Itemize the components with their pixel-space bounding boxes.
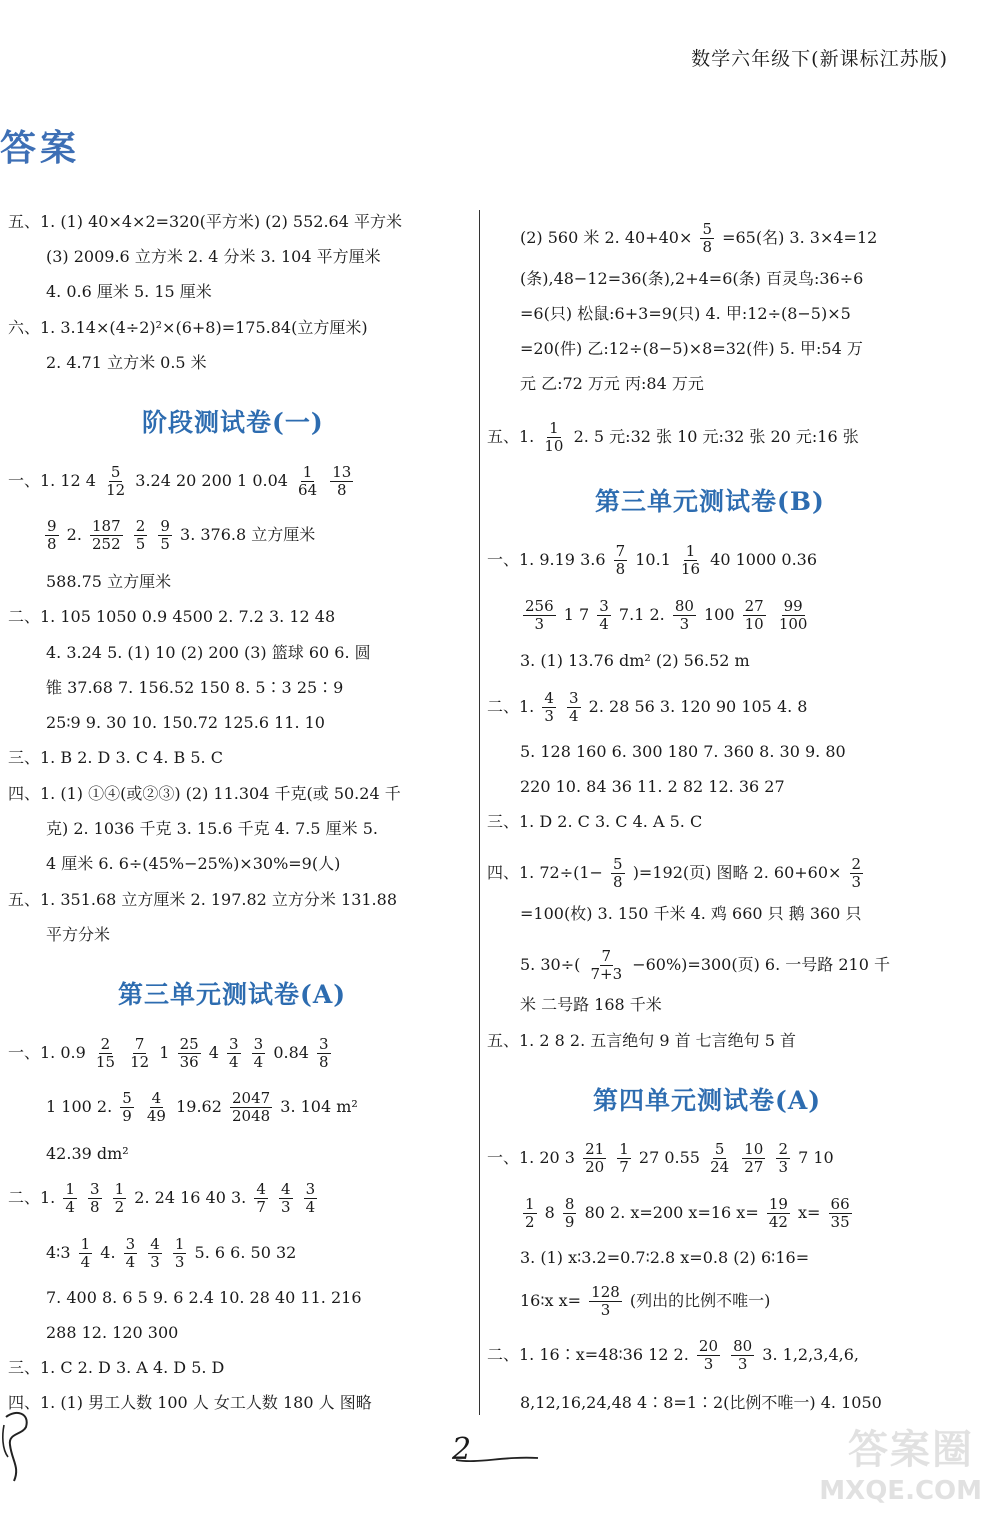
answer-line: 5. 30÷( $\frac{7}{7+3}$ −60%)=300(页) 6. 一号路 210 千 (520, 947, 890, 983)
fraction: $\frac{9}{8}$ (47, 517, 57, 553)
answer-line: 220 10. 84 36 11. 2 82 12. 36 27 (520, 777, 785, 796)
answer-line: 平方分米 (46, 925, 111, 944)
fraction: $\frac{1}{3}$ (174, 1235, 185, 1271)
section-title-stage-test-1: 阶段测试卷(一) (142, 408, 324, 437)
answer-line: 4. 0.6 厘米 5. 15 厘米 (46, 282, 212, 301)
fraction: $\frac{20}{3}$ (698, 1337, 719, 1373)
answer-line: 二、1. 16∶x=48∶36 12 2. $\frac{20}{3}$ $\frac{80}{3}$ 3. 1,2,3,4,6, (487, 1337, 859, 1373)
fraction: $\frac{5}{9}$ (122, 1089, 132, 1125)
fraction: $\frac{2}{3}$ (778, 1140, 788, 1176)
answer-line: 7. 400 8. 6 5 9. 6 2.4 10. 28 40 11. 216 (46, 1288, 362, 1307)
fraction: $\frac{3}{4}$ (125, 1235, 136, 1271)
fraction: $\frac{27}{10}$ (744, 597, 764, 633)
answer-line: 288 12. 120 300 (46, 1323, 179, 1342)
fraction: $\frac{7}{7+3}$ (590, 947, 623, 983)
answer-line: 米 二号路 168 千米 (520, 995, 662, 1014)
answer-line: 五、1. 2 8 2. 五言绝句 9 首 七言绝句 5 首 (487, 1031, 797, 1050)
fraction: $\frac{66}{35}$ (830, 1195, 850, 1231)
fraction: $\frac{3}{4}$ (305, 1180, 316, 1216)
fraction: $\frac{1}{2}$ (525, 1195, 535, 1231)
answer-line: 二、1. $\frac{1}{4}$ $\frac{3}{8}$ $\frac{1}{2}$ 2. 24 16 40 3. $\frac{4}{7}$ $\frac{4}{3}$ $\frac{3}{4}$ (8, 1180, 316, 1216)
answer-line: 3. (1) x∶3.2=0.7∶2.8 x=0.8 (2) 6∶16= (520, 1248, 810, 1267)
answer-line: 2. 4.71 立方米 0.5 米 (46, 353, 207, 372)
fraction: $\frac{5}{12}$ (106, 463, 126, 499)
watermark-top-text: 答案圈 (848, 1427, 974, 1473)
answer-line: 克) 2. 1036 千克 3. 15.6 千克 4. 7.5 厘米 5. (46, 819, 378, 838)
fraction: $\frac{4}{3}$ (280, 1180, 291, 1216)
answer-line: =6(只) 松鼠:6+3=9(只) 4. 甲:12÷(8−5)×5 (520, 304, 851, 323)
fraction: $\frac{5}{24}$ (710, 1140, 730, 1176)
fraction: $\frac{1}{10}$ (544, 419, 564, 455)
watermark-bottom-text: MXQE.COM (819, 1476, 982, 1506)
fraction: $\frac{19}{42}$ (768, 1195, 788, 1231)
answer-line: =20(件) 乙:12÷(8−5)×8=32(件) 5. 甲:54 万 (520, 339, 863, 358)
fraction: $\frac{5}{8}$ (702, 220, 712, 256)
answer-line: 25∶9 9. 30 10. 150.72 125.6 11. 10 (46, 713, 325, 732)
answer-line: 四、1. (1) 男工人数 100 人 女工人数 180 人 图略 (8, 1393, 372, 1412)
fraction: $\frac{2}{3}$ (851, 855, 862, 891)
answer-line: 元 乙:72 万元 丙:84 万元 (520, 374, 704, 393)
fraction: $\frac{7}{12}$ (130, 1035, 150, 1071)
fraction: $\frac{1}{64}$ (298, 463, 318, 499)
answer-line: 一、1. 0.9 $\frac{2}{15}$ $\frac{7}{12}$ 1 $\frac{25}{36}$ 4 $\frac{3}{4}$ $\frac{3}{4}$ 0.84 $\frac{3}{8}$ (8, 1035, 329, 1071)
fraction: $\frac{3}{4}$ (229, 1035, 239, 1071)
fraction: $\frac{5}{8}$ (613, 855, 623, 891)
fraction: $\frac{9}{5}$ (160, 517, 170, 553)
answer-line: (3) 2009.6 立方米 2. 4 分米 3. 104 平方厘米 (46, 247, 381, 266)
answer-line: 六、1. 3.14×(4÷2)²×(6+8)=175.84(立方厘米) (8, 318, 368, 337)
fraction: $\frac{3}{4}$ (569, 689, 579, 725)
answer-line: 五、1. $\frac{1}{10}$ 2. 5 元:32 张 10 元:32 张 20 元:16 张 (487, 419, 859, 455)
answer-line: 16∶x x= $\frac{128}{3}$ (列出的比例不唯一) (520, 1283, 771, 1319)
answer-line: $\frac{256}{3}$ 1 7 $\frac{3}{4}$ 7.1 2. $\frac{80}{3}$ 100 $\frac{27}{10}$ $\frac{99}{100}$ (525, 597, 808, 633)
column-divider (479, 210, 480, 1415)
fraction: $\frac{1}{2}$ (114, 1180, 125, 1216)
answer-line: 四、1. (1) ①④(或②③) (2) 11.304 千克(或 50.24 千 (8, 784, 401, 803)
fraction: $\frac{7}{8}$ (615, 542, 626, 578)
fraction: $\frac{1}{16}$ (680, 542, 701, 578)
fraction: $\frac{1}{4}$ (65, 1180, 75, 1216)
apple-logo-icon (0, 1405, 40, 1485)
answer-line: 五、1. (1) 40×4×2=320(平方米) (2) 552.64 平方米 (8, 212, 402, 231)
page-number-underline (448, 1438, 540, 1468)
section-title-unit3-b: 第三单元测试卷(B) (595, 487, 825, 516)
fraction: $\frac{1}{4}$ (80, 1235, 91, 1271)
fraction: $\frac{3}{8}$ (90, 1180, 100, 1216)
watermark-logo (807, 1418, 982, 1513)
fraction: $\frac{3}{4}$ (599, 597, 609, 633)
fraction: $\frac{99}{100}$ (778, 597, 808, 633)
answer-line: 4. 3.24 5. (1) 10 (2) 200 (3) 篮球 60 6. 圆 (46, 643, 371, 662)
fraction: $\frac{187}{252}$ (92, 517, 121, 553)
fraction: $\frac{128}{3}$ (591, 1283, 620, 1319)
fraction: $\frac{25}{36}$ (179, 1035, 199, 1071)
fraction: $\frac{3}{8}$ (319, 1035, 329, 1071)
fraction: $\frac{8}{9}$ (564, 1195, 575, 1231)
answer-line: 1 100 2. $\frac{5}{9}$ $\frac{4}{49}$ 19.62 $\frac{2047}{2048}$ 3. 104 m² (46, 1089, 358, 1125)
fraction: $\frac{21}{20}$ (585, 1140, 605, 1176)
answer-line: 42.39 dm² (46, 1144, 129, 1163)
answer-line: 4∶3 $\frac{1}{4}$ 4. $\frac{3}{4}$ $\frac{4}{3}$ $\frac{1}{3}$ 5. 6 6. 50 32 (46, 1235, 297, 1271)
book-title: 数学六年级下(新课标江苏版) (691, 48, 948, 70)
fraction: $\frac{2}{5}$ (135, 517, 146, 553)
answer-line: (2) 560 米 2. 40+40× $\frac{5}{8}$ =65(名) 3. 3×4=12 (520, 220, 878, 256)
answer-line: 三、1. B 2. D 3. C 4. B 5. C (8, 748, 223, 767)
fraction: $\frac{256}{3}$ (525, 597, 554, 633)
section-title-unit3-a: 第三单元测试卷(A) (118, 980, 347, 1009)
fraction: $\frac{10}{27}$ (744, 1140, 764, 1176)
answer-line: 4 厘米 6. 6÷(45%−25%)×30%=9(人) (46, 854, 341, 873)
answer-line: 二、1. 105 1050 0.9 4500 2. 7.2 3. 12 48 (8, 607, 336, 626)
answer-line: 三、1. C 2. D 3. A 4. D 5. D (8, 1358, 225, 1377)
answer-line: 四、1. 72÷(1− $\frac{5}{8}$ )=192(页) 图略 2. 60+60× $\frac{2}{3}$ (487, 855, 862, 891)
fraction: $\frac{13}{8}$ (332, 463, 352, 499)
fraction: $\frac{3}{4}$ (253, 1035, 264, 1071)
answer-line: 8,12,16,24,48 4∶8=1∶2(比例不唯一) 4. 1050 (520, 1393, 882, 1412)
fraction: $\frac{4}{49}$ (146, 1089, 166, 1125)
page-title: 答案 (0, 127, 81, 169)
fraction: $\frac{2047}{2048}$ (231, 1089, 271, 1125)
answer-line: $\frac{9}{8}$ 2. $\frac{187}{252}$ $\frac{2}{5}$ $\frac{9}{5}$ 3. 376.8 立方厘米 (47, 517, 316, 553)
fraction: $\frac{80}{3}$ (674, 597, 694, 633)
fraction: $\frac{80}{3}$ (733, 1337, 753, 1373)
answer-line: 5. 128 160 6. 300 180 7. 360 8. 30 9. 80 (520, 742, 846, 761)
answer-line: 一、1. 9.19 3.6 $\frac{7}{8}$ 10.1 $\frac{1}{16}$ 40 1000 0.36 (487, 542, 818, 578)
page-number: 2 (448, 1438, 540, 1468)
answer-line: 锥 37.68 7. 156.52 150 8. 5∶3 25∶9 (46, 678, 344, 697)
fraction: $\frac{4}{3}$ (544, 689, 554, 725)
fraction: $\frac{4}{3}$ (150, 1235, 160, 1271)
answer-line: =100(枚) 3. 150 千米 4. 鸡 660 只 鹅 360 只 (520, 904, 862, 923)
answer-line: $\frac{1}{2}$ 8 $\frac{8}{9}$ 80 2. x=200 x=16 x= $\frac{19}{42}$ x= $\frac{66}{35}$ (525, 1195, 850, 1231)
answer-line: 三、1. D 2. C 3. C 4. A 5. C (487, 812, 703, 831)
fraction: $\frac{2}{15}$ (95, 1035, 115, 1071)
answer-line: 3. (1) 13.76 dm² (2) 56.52 m (520, 651, 750, 670)
section-title-unit4-a: 第四单元测试卷(A) (593, 1086, 822, 1115)
fraction: $\frac{1}{7}$ (619, 1140, 629, 1176)
answer-line: 五、1. 351.68 立方厘米 2. 197.82 立方分米 131.88 (8, 890, 398, 909)
answer-line: (条),48−12=36(条),2+4=6(条) 百灵鸟:36÷6 (520, 269, 864, 288)
answer-line: 588.75 立方厘米 (46, 572, 172, 591)
answer-line: 一、1. 20 3 $\frac{21}{20}$ $\frac{1}{7}$ 27 0.55 $\frac{5}{24}$ $\frac{10}{27}$ $\frac{2}{3}$ 7 10 (487, 1140, 834, 1176)
answer-line: 二、1. $\frac{4}{3}$ $\frac{3}{4}$ 2. 28 56 3. 120 90 105 4. 8 (487, 689, 808, 725)
fraction: $\frac{4}{7}$ (256, 1180, 266, 1216)
answer-line: 一、1. 12 4 $\frac{5}{12}$ 3.24 20 200 1 0.04 $\frac{1}{64}$ $\frac{13}{8}$ (8, 463, 352, 499)
